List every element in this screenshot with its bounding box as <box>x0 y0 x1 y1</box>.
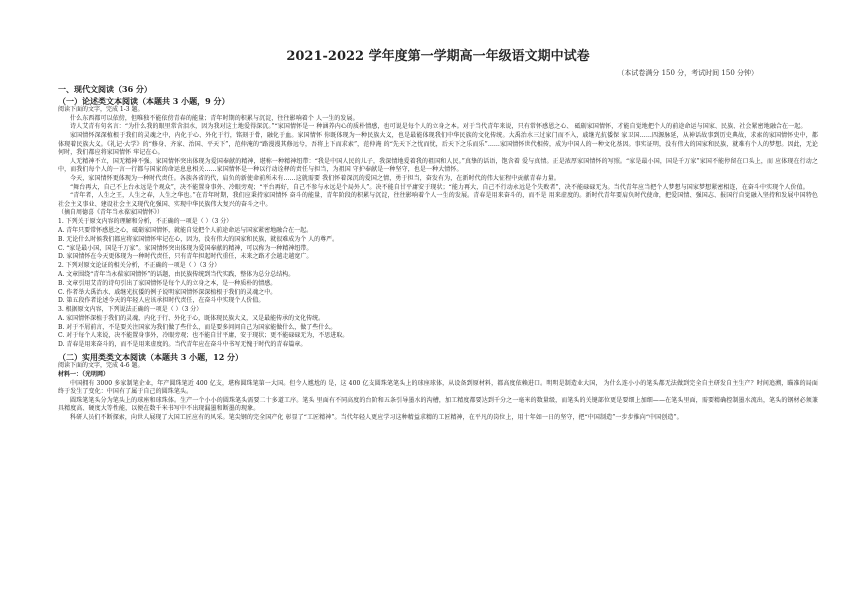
subsection-heading-2: （二）实用类类文本阅读（本题共 3 小题，12 分） <box>58 352 244 363</box>
material-paragraph: 科研人员们不断探索，向世人展现了大国工匠应有的风采。笔尖钢的完全国产化 彰显了“工匠精神”。当代年轻人更应学习这种精益求精的工匠精神，在平凡的岗位上，用十年如一日的坚守，把“中国制造”一步步推向“中国创造”。 <box>70 414 683 422</box>
option-b: B. 文章引用艾青的诗句引出了家国情怀是每个人的立身之本，是一种质朴的情感。 <box>58 279 277 287</box>
material-paragraph: 圆珠笔笔头分为笔头上的球座和球珠体。生产一个小小的圆珠笔头需要二十多道工序。笔头 里面有不同高度的台阶和五条引导墨水的沟槽，加工精度都要达到千分之一毫米的数量级，而笔头的关键部位更是要细上加细——在笔头里面，需要精确控制墨水流出，笔头的钢材必须兼具精度高、硬度大等性能，以便在数千米书写中不出现漏墨和断墨的现象。 <box>58 396 818 413</box>
question-2: 2. 下列对原文论证的相关分析，不正确的一项是（ ）（3 分） <box>58 262 221 270</box>
question-1: 1. 下列关于原文内容的理解和分析，不正确的一项是（ ）（3 分） <box>58 218 233 226</box>
option-c: C. 对于每个人来说，决不能置身事外，冷眼旁观；也不能自甘平庸，安于现状；更不能碌碌无为，不思进取。 <box>58 332 349 340</box>
question-3: 3. 根据原文内容，下列说法正确的一项是（ ）（3 分） <box>58 306 203 314</box>
option-a: A. 青年只要常怀感恩之心，砥砺家国情怀，就能自觉把个人前途命运与国家紧密地融合在一起。 <box>58 226 313 234</box>
option-d: D. 第五段作者论述今天的年轻人应该承担时代责任，在奋斗中实现个人价值。 <box>58 297 265 305</box>
subsection-heading: （一）论述类文本阅读（本题共 3 小题，9 分） <box>58 96 230 106</box>
option-a: A. 文章围绕“青年当永葆家国情怀”的话题，由民族传统到当代实践，整体为总分总结构。 <box>58 270 295 278</box>
option-a: A. 家国情怀深植于我们的灵魂，内化于行、外化于心，既体现民族大义，又是最能传承的文化传统。 <box>58 314 325 322</box>
passage-paragraph: 家国情怀深深植根于我们的灵魂之中，内化于心、外化于行，铭刻于骨，融化于血。家国情怀 你既体现为一种民族大义，也是最能体现我们中华民族的文化传统。大禹治水三过家门而不入，戚继光抗倭保 家卫国……四源脉延，从神话故事到历史典故，求索的家国情怀史中，都体现着民族大义。《礼记·大学》的“修身、齐家、治国、平天下”，范仲淹的“路漫漫其修远兮，吾将上下而求索”，范仲淹 的“先天下之忧而忧，后天下之乐而乐”……家国情怀世代相传，成为中国人的一种文化基因。事实证明，没有伟大的国家和民族，就难有个人的梦想。因此，无论何时，我们都应将家国情怀 牢记在心。 <box>58 131 818 157</box>
instruction: 阅读下面的文字，完成 1-3 题。 <box>58 106 144 113</box>
material-label: 材料一：（光明网） <box>58 370 110 378</box>
option-b: B. 无论什么时候我们都应将家国情怀牢记在心，因为，没有伟大的国家和民族，就很难成为个 人的尊严。 <box>58 235 339 243</box>
option-c: C. 作者举大禹治水、戚继光抗倭的例子说明家国情怀深深植根于我们的灵魂之中。 <box>58 288 277 296</box>
option-c: C. “家是最小国，国是千万家”。家国情怀突出体现为爱国奉献的精神，可以称为一种精神纽带。 <box>58 244 313 252</box>
section-heading: 一、现代文阅读（36 分） <box>58 84 152 94</box>
option-d: D. 青春是用来奋斗的，而不是用来虚度的。当代青年应在奋斗中书写无愧于时代的青春篇章。 <box>58 341 307 349</box>
passage-paragraph: 诗人艾青有句名言：“为什么我的眼里常含泪水，因为我对这土地爱得深沉。”“家国情怀是一 种涵养内心的质朴情感，也可说是每个人的立身之本。对于当代青年来说，只有常怀感恩之心、 砥砺家国情怀，才能自觉地把个人的前途命运与国家、民族、社会紧密地融合在一起。 <box>70 123 807 131</box>
passage-paragraph: 今天，家国情怀更体现为一种时代责任。各族各省的代，肩负的新使命前所未有……这就需要 我们怀着深沉的爱国之情，勇于担当，奋发有为，在新时代的伟大征程中贡献青春力量。 <box>70 174 561 182</box>
option-b: B. 对于不屑前言，不是要关注国家为我们做了些什么，而是要多问问自己为国家能做什么，做了些什么。 <box>58 323 337 331</box>
passage-paragraph: 什么东西都可以依傍，但唯独不能依傍青春的能量；青年时期的积累与沉淀，往往影响着个 人一生的发展。 <box>70 114 359 122</box>
passage-paragraph: “舞台再大，自己不上台永远是个观众”，决不能置身事外、冷眼旁观；“平台再好，自己不参与永远是个局外人”。决不能自甘平庸安于现状；“能力再大，自己不行动永远是个失败者”，决不能碌碌无为。当代青年应当把个人梦想与国家梦想紧密相连，在奋斗中实现个人价值。 <box>70 183 809 191</box>
material-paragraph: 中国拥有 3000 多家制笔企业，年产圆珠笔近 400 亿支，堪称圆珠笔第一大国。但令人尴尬的 是，这 400 亿支圆珠笔笔头上的球座球体，从设备到原材料，都高度依赖进口。明明是制造业大国， 为什么连小小的笔头都无法做到完全自主研发自主生产？时间追溯，瞄准的局面终于发生了变化：中国有了属于自己的圆珠笔头。 <box>58 379 818 396</box>
exam-title: 2021-2022 学年度第一学期高一年级语文期中试卷 <box>286 49 590 64</box>
passage-paragraph: 人无精神不立，国无精神不强。家国情怀突出体现为爱国奉献的精神，堪称一种精神纽带：“我是中国人民的儿子，我深情地爱着我的祖国和人民。”真挚的话语，饱含着 爱与真情。正是浓厚家国情怀的写照。“家是最小国，国是千万家”家国不能停留在口头上，而 应体现在行动之中，而我们每个人的一言一行都与国家的命运息息相关……家国情怀是一种以行动诠释的责任与担当，为祖国 守护奉献是一种坚守，也是一种大情怀。 <box>58 157 818 174</box>
option-d: D. 家国情怀在今天更体现为一种时代责任，只有青年担起时代重任，未来之路才会越走越宽广。 <box>58 253 313 261</box>
passage-source: （摘自周德喜《青年当永葆家国情怀》） <box>58 209 164 217</box>
exam-page <box>58 48 818 423</box>
exam-subtitle: （本试卷满分 150 分，考试时间 150 分钟） <box>617 69 758 77</box>
passage-paragraph: “青年者，人生之王，人生之春，人生之华也。”在青年时期，我们应秉持家国情怀 奋斗的能量，青年阶段的积累与沉淀，往往影响着个人一生的发展。青春是用来奋斗的，而不是 用来虚度的。新时代青年要肩负时代使命，把爱国情、强国志、报国行自觉融入坚持和发展中国特色社会主义事业、建设社会主义现代化强国、实现中华民族伟大复兴的奋斗之中。 <box>58 192 818 208</box>
instruction-2: 阅读下面的文字，完成 4-6 题。 <box>58 362 144 370</box>
